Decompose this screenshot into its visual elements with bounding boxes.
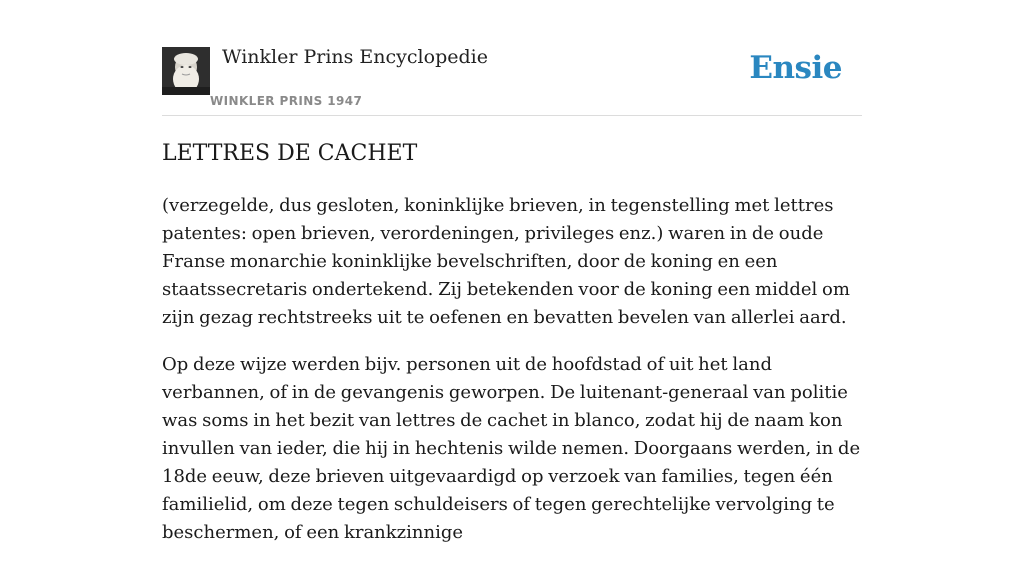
page-container <box>162 0 862 543</box>
source-title[interactable]: Winkler Prins Encyclopedie <box>222 46 488 68</box>
source-subtitle: WINKLER PRINS 1947 <box>210 94 363 108</box>
article-paragraph: (verzegelde, dus gesloten, koninklijke brieven, in tegenstelling met lettres patentes: open brieven, verordeningen, privileges enz.) waren in de oude Franse monarchie koninklijke bevelschriften, door de koning en een staatssecretaris ondertekend. Zij betekenden voor de koning een middel om zijn gezag rechtstreeks uit te oefenen en bevatten bevelen van allerlei aard. <box>162 195 850 328</box>
article-title: LETTRES DE CACHET <box>162 141 418 166</box>
bearded-man-portrait-icon <box>162 47 210 95</box>
header <box>162 0 862 116</box>
article-body <box>162 192 862 566</box>
ensie-logo[interactable]: Ensie <box>749 50 842 86</box>
article-paragraph: Op deze wijze werden bijv. personen uit de hoofdstad of uit het land verbannen, of in de gevangenis geworpen. De luitenant-generaal van politie was soms in het bezit van lettres de cachet in blanco, zodat hij de naam kon invullen van ieder, die hij in hechtenis wilde nemen. Doorgaans werden, in de 18de eeuw, deze brieven uitgevaardigd op verzoek van families, tegen één familielid, om deze tegen schuldeisers of tegen gerechtelijke vervolging te beschermen, of een krankzinnige <box>162 354 861 543</box>
avatar[interactable] <box>162 47 210 95</box>
